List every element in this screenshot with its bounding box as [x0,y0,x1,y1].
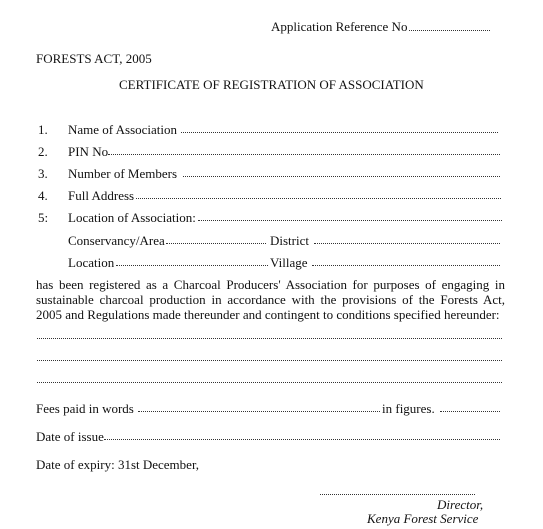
fees-in-words-label: Fees paid in words [36,401,134,416]
director-signature-line[interactable] [320,494,475,495]
item-5-number: 5: [38,210,49,225]
full-address-label: Full Address [68,188,135,203]
signatory-organisation: Kenya Forest Service [367,511,479,526]
conservancy-area-field[interactable] [166,243,266,244]
director-title: Director, [437,497,484,512]
date-of-issue-label: Date of issue [36,429,104,444]
location-of-association-field[interactable] [198,220,502,221]
name-of-association-label: Name of Association [68,122,178,137]
number-of-members-label: Number of Members [68,166,178,181]
fees-in-words-field[interactable] [138,411,380,412]
application-reference-field[interactable] [409,30,490,31]
date-of-issue-field[interactable] [104,439,500,440]
certificate-title: CERTIFICATE OF REGISTRATION OF ASSOCIATION [119,77,424,92]
district-label: District [270,233,309,248]
village-label: Village [270,255,308,270]
name-of-association-field[interactable] [181,132,498,133]
application-reference-label: Application Reference No [271,19,408,34]
full-address-field[interactable] [136,198,501,199]
act-title: FORESTS ACT, 2005 [36,51,152,66]
item-4-number: 4. [38,188,48,203]
pin-no-label: PIN No [68,144,109,159]
item-1-number: 1. [38,122,48,137]
fees-in-figures-label: in figures. [382,401,435,416]
condition-line-1[interactable] [37,338,502,339]
condition-line-2[interactable] [37,360,502,361]
condition-line-3[interactable] [37,382,502,383]
number-of-members-field[interactable] [183,176,500,177]
item-3-number: 3. [38,166,48,181]
registration-statement: has been registered as a Charcoal Producers' Association for purposes of engaging in sustainable charcoal production in accordance with the provisions of the Forests Act, 2005 and Regulations made thereunder and contingent to conditions specified hereunder: [36,277,505,322]
conservancy-area-label: Conservancy/Area [68,233,165,248]
village-field[interactable] [312,265,500,266]
location-field[interactable] [116,265,268,266]
fees-in-figures-field[interactable] [440,411,500,412]
location-label: Location [68,255,115,270]
location-of-association-label: Location of Association: [68,210,196,225]
pin-no-field[interactable] [108,154,500,155]
date-of-expiry-label: Date of expiry: 31st December, [36,457,200,472]
item-2-number: 2. [38,144,48,159]
district-field[interactable] [314,243,500,244]
